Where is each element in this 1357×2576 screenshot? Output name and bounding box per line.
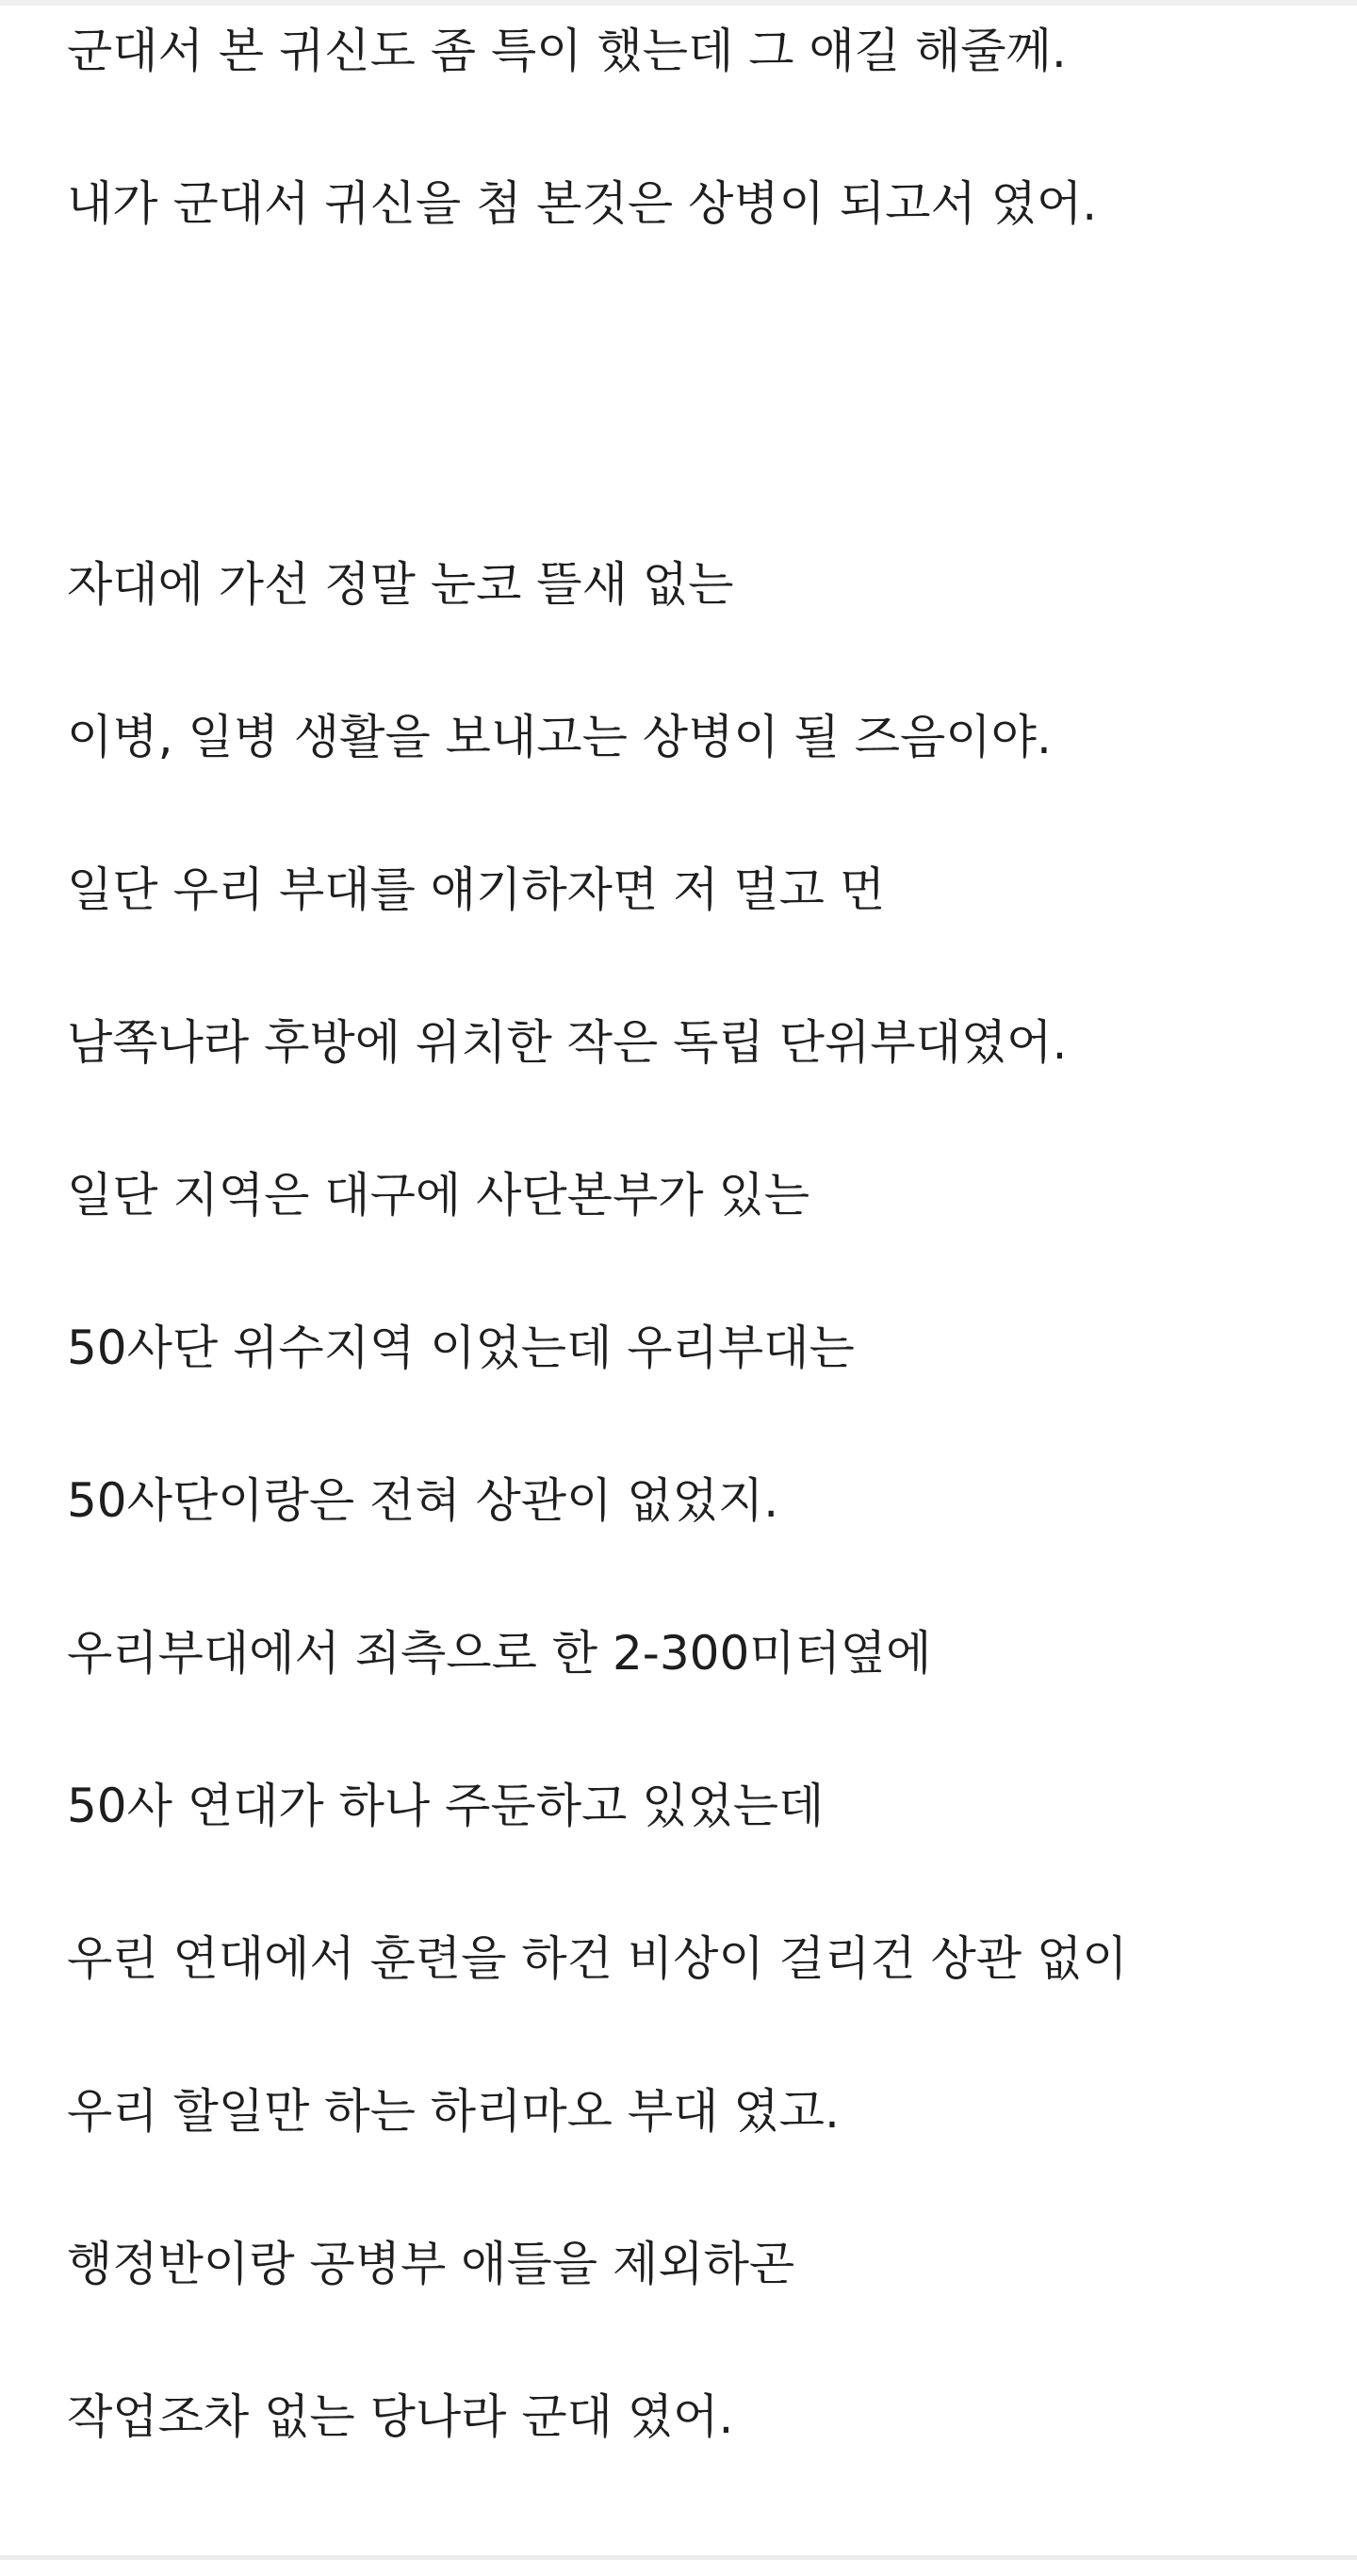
text-line: 일단 지역은 대구에 사단본부가 있는 xyxy=(67,1168,810,1222)
text-line: 행정반이랑 공병부 애들을 제외하곤 xyxy=(67,2237,795,2291)
top-divider xyxy=(0,0,1357,6)
bottom-divider xyxy=(0,2555,1357,2560)
text-line: 우리 할일만 하는 하리마오 부대 였고. xyxy=(67,2084,840,2139)
text-line: 이병, 일병 생활을 보내고는 상병이 될 즈음이야. xyxy=(67,710,1052,764)
text-line: 내가 군대서 귀신을 첨 본것은 상병이 되고서 였어. xyxy=(67,176,1098,231)
text-line: 우린 연대에서 훈련을 하건 비상이 걸리건 상관 없이 xyxy=(67,1931,1128,1986)
text-line: 자대에 가선 정말 눈코 뜰새 없는 xyxy=(67,557,734,612)
text-line: 군대서 본 귀신도 좀 특이 했는데 그 얘길 해줄께. xyxy=(67,24,1067,78)
text-line: 우리부대에서 죄측으로 한 2-300미터옆에 xyxy=(67,1626,932,1681)
text-line: 일단 우리 부대를 얘기하자면 저 멀고 먼 xyxy=(67,862,886,917)
text-line: 작업조차 없는 당나라 군대 였어. xyxy=(67,2389,734,2444)
text-line: 50사단 위수지역 이었는데 우리부대는 xyxy=(67,1321,855,1375)
text-line: 50사단이랑은 전혀 상관이 없었지. xyxy=(67,1473,779,1528)
text-line: 남쪽나라 후방에 위치한 작은 독립 단위부대였어. xyxy=(67,1015,1068,1070)
text-line: 50사 연대가 하나 주둔하고 있었는데 xyxy=(67,1779,825,1833)
